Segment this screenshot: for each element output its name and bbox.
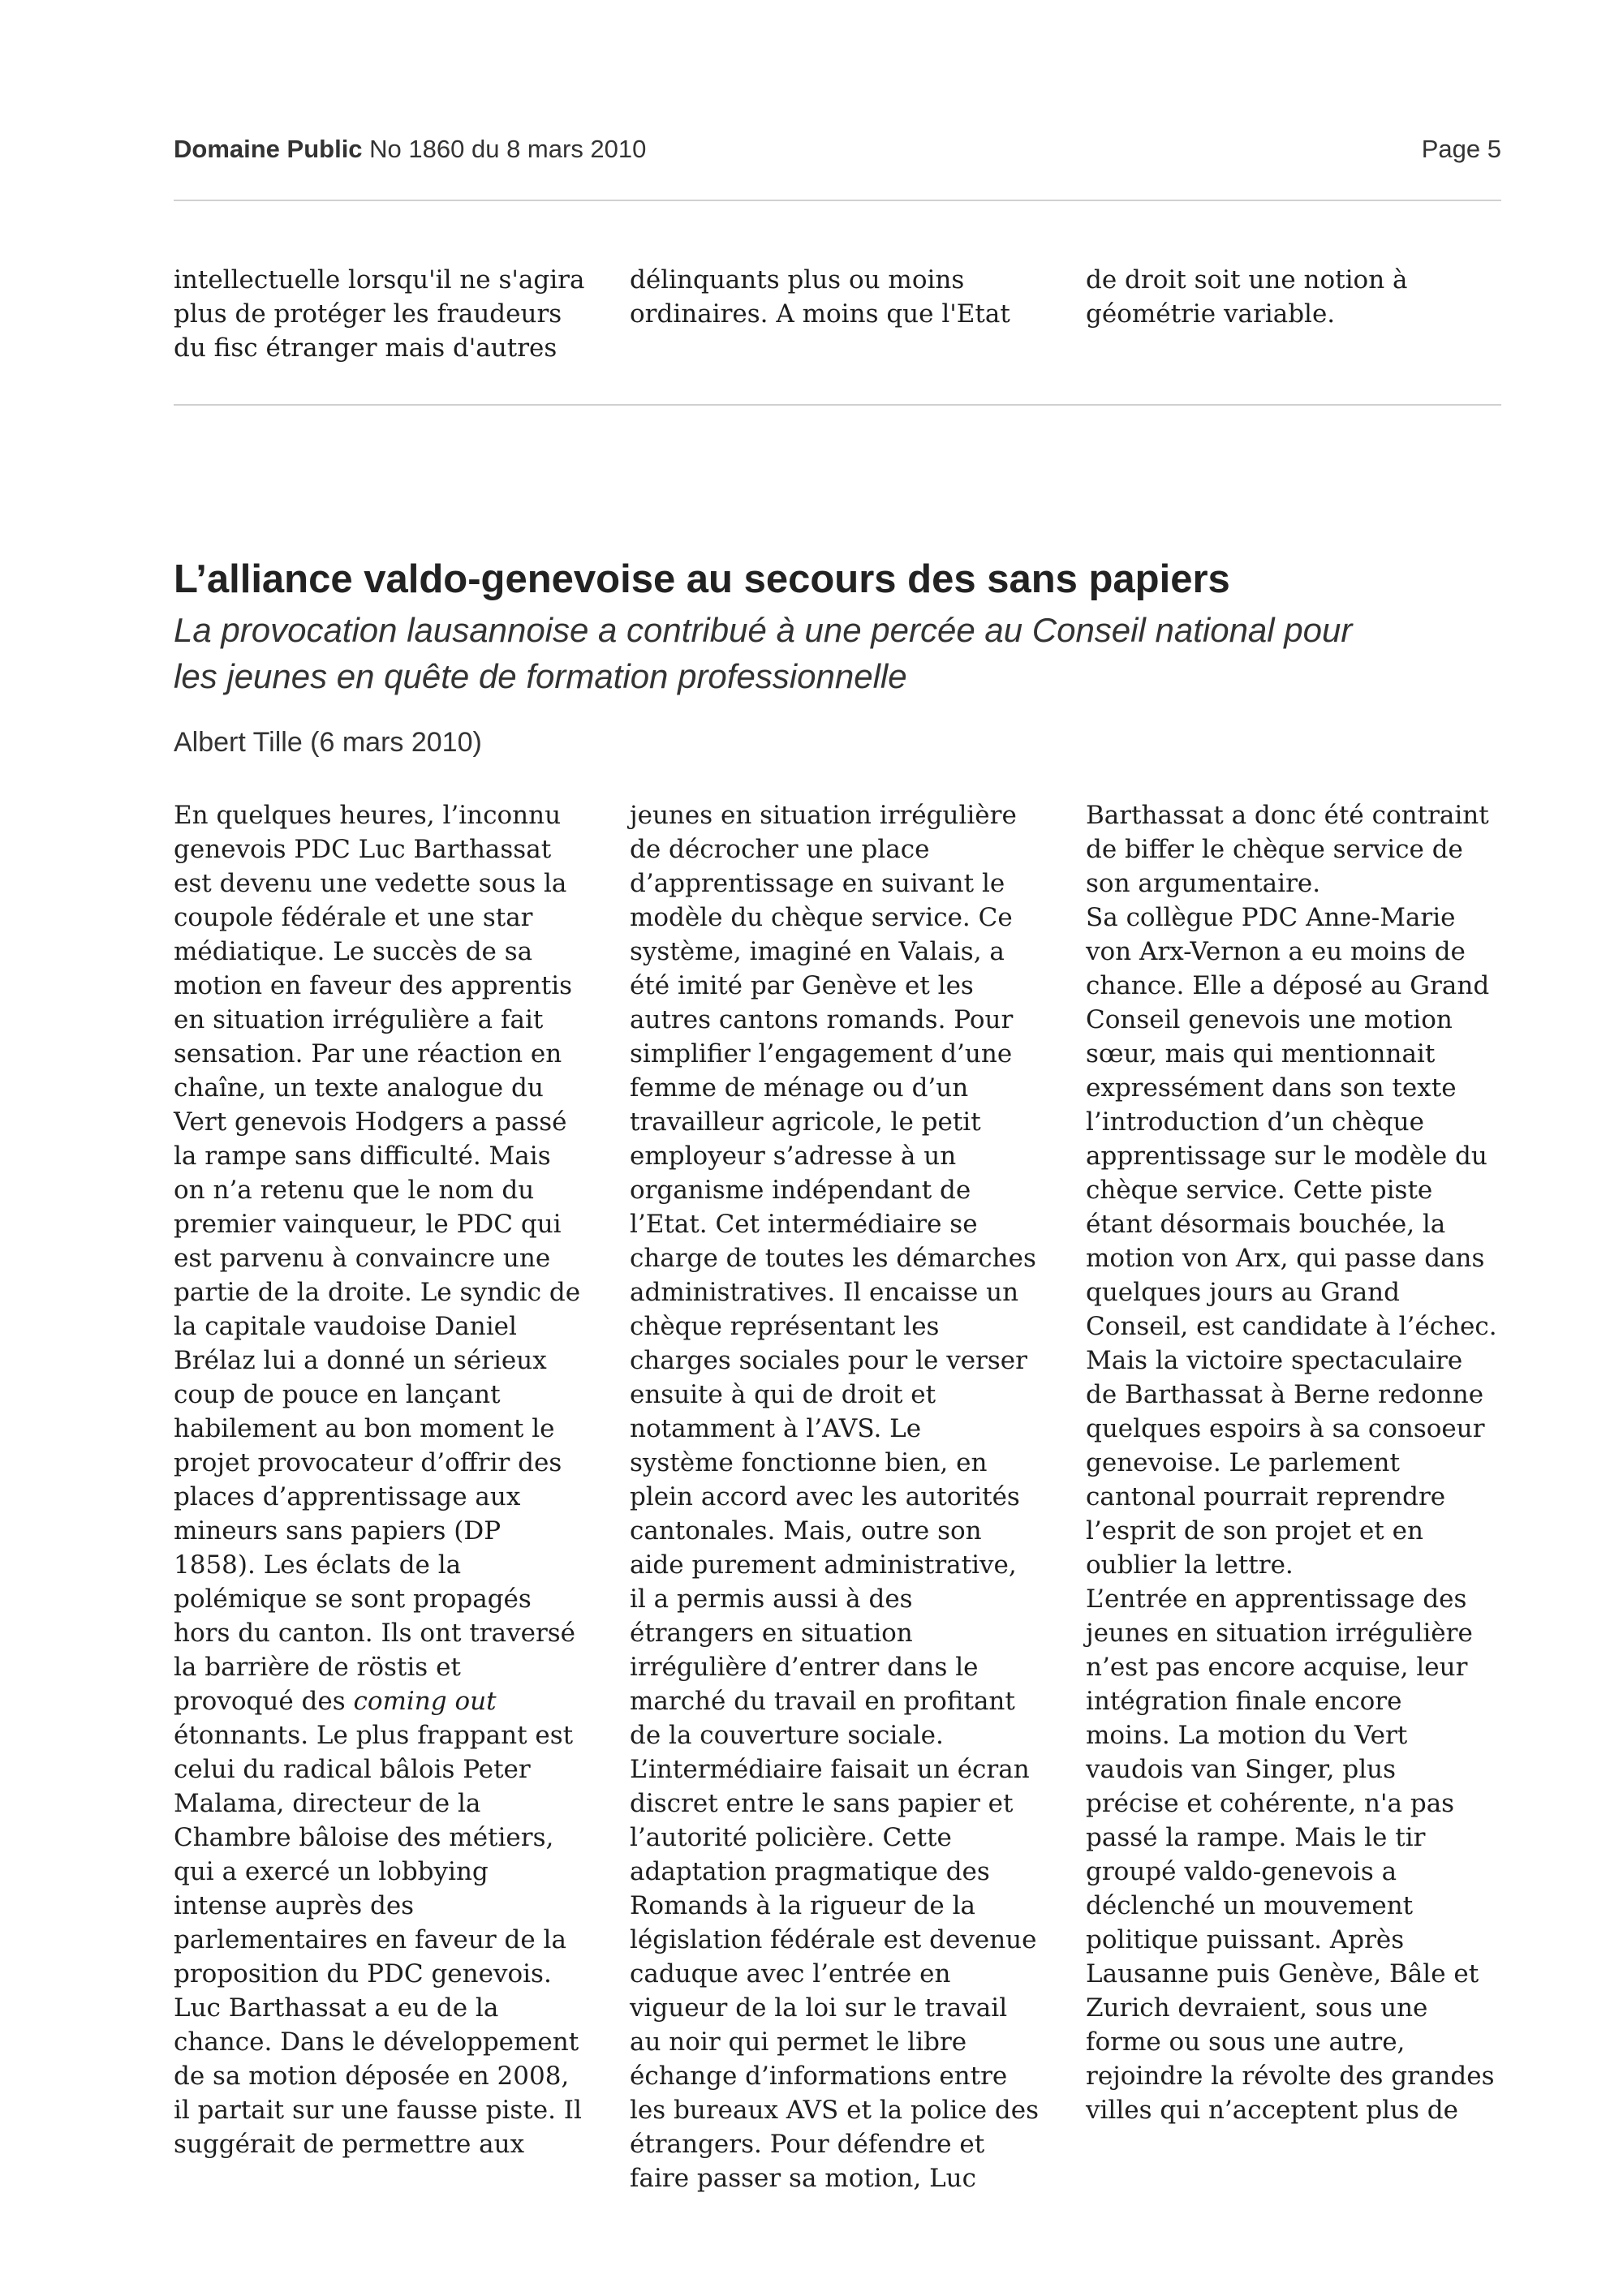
text-line: Romands à la rigueur de la — [630, 1891, 976, 1920]
text-line: quelques jours au Grand — [1086, 1278, 1400, 1307]
text-line: discret entre le sans papier et — [630, 1789, 1014, 1818]
text-line: organisme indépendant de — [630, 1176, 971, 1205]
text-line: Malama, directeur de la — [174, 1789, 481, 1818]
prev-article-column-3 — [1086, 263, 1508, 331]
text-line: employeur s’adresse à un — [630, 1142, 957, 1171]
article-divider — [174, 404, 1501, 406]
text-line: chance. Elle a déposé au Grand — [1086, 971, 1490, 1000]
text-line: politique puissant. Après — [1086, 1925, 1405, 1954]
text-line: son argumentaire. — [1086, 869, 1321, 898]
text-line: étrangers. Pour défendre et — [630, 2130, 985, 2159]
text-line: suggérait de permettre aux — [174, 2130, 525, 2159]
text-line: En quelques heures, l’inconnu — [174, 801, 562, 830]
text-line: Luc Barthassat a eu de la — [174, 1993, 499, 2023]
text-line: premier vainqueur, le PDC qui — [174, 1210, 562, 1239]
text-line: sœur, mais qui mentionnait — [1086, 1039, 1436, 1068]
article-column-3 — [1086, 798, 1508, 2127]
text-line: marché du travail en profitant — [630, 1687, 1015, 1716]
text-line: intégration finale encore — [1086, 1687, 1402, 1716]
text-line: habilement au bon moment le — [174, 1414, 555, 1443]
subtitle-line: La provocation lausannoise a contribué à une percée au Conseil national pour — [174, 611, 1353, 649]
text-line: Barthassat a donc été contraint — [1086, 801, 1489, 830]
subtitle-line: les jeunes en quête de formation professionnelle — [174, 657, 907, 695]
text-line: précise et cohérente, n'a pas — [1086, 1789, 1455, 1818]
text-line: cantonales. Mais, outre son — [630, 1516, 982, 1546]
text-line: passé la rampe. Mais le tir — [1086, 1823, 1426, 1852]
text-line: Lausanne puis Genève, Bâle et — [1086, 1959, 1479, 1989]
text-line: étonnants. Le plus frappant est — [174, 1721, 574, 1750]
text-line: en situation irrégulière a fait — [174, 1005, 544, 1034]
text-line: sensation. Par une réaction en — [174, 1039, 562, 1068]
text-line: chaîne, un texte analogue du — [174, 1073, 544, 1103]
text-line: autres cantons romands. Pour — [630, 1005, 1014, 1034]
text-line: Zurich devraient, sous une — [1086, 1993, 1428, 2023]
text-line: motion en faveur des apprentis — [174, 971, 573, 1000]
text-line: administratives. Il encaisse un — [630, 1278, 1019, 1307]
text-line: du fisc étranger mais d'autres — [174, 333, 558, 363]
text-line: on n’a retenu que le nom du — [174, 1176, 535, 1205]
text-line: la barrière de röstis et — [174, 1653, 461, 1682]
article-column-2 — [630, 798, 1052, 2195]
text-line: intellectuelle lorsqu'il ne s'agira — [174, 265, 585, 295]
text-line: législation fédérale est devenue — [630, 1925, 1037, 1954]
text-line: Brélaz lui a donné un sérieux — [174, 1346, 547, 1375]
text-line: places d’apprentissage aux — [174, 1482, 521, 1511]
text-line: polémique se sont propagés — [174, 1584, 532, 1614]
text-line: expressément dans son texte — [1086, 1073, 1457, 1103]
text-line: plein accord avec les autorités — [630, 1482, 1020, 1511]
publication-name: Domaine Public — [174, 135, 363, 163]
text-line: de sa motion déposée en 2008, — [174, 2062, 570, 2091]
text-line: quelques espoirs à sa consoeur — [1086, 1414, 1485, 1443]
article-column-1 — [174, 798, 596, 2161]
text-line: genevoise. Le parlement — [1086, 1448, 1400, 1477]
text-line: modèle du chèque service. Ce — [630, 903, 1013, 932]
text-line: plus de protéger les fraudeurs — [174, 299, 562, 329]
text-line: les bureaux AVS et la police des — [630, 2096, 1040, 2125]
text-line: échange d’informations entre — [630, 2062, 1008, 2091]
text-line: la rampe sans difficulté. Mais — [174, 1142, 551, 1171]
text-line: de la couverture sociale. — [630, 1721, 944, 1750]
text-line: apprentissage sur le modèle du — [1086, 1142, 1487, 1171]
text-line: étant désormais bouchée, la — [1086, 1210, 1446, 1239]
text-line: jeunes en situation irrégulière — [1086, 1619, 1473, 1648]
text-line: adaptation pragmatique des — [630, 1857, 990, 1886]
text-line: travailleur agricole, le petit — [630, 1107, 981, 1137]
text-line: forme ou sous une autre, — [1086, 2027, 1406, 2057]
text-line: d’apprentissage en suivant le — [630, 869, 1005, 898]
text-line: charge de toutes les démarches — [630, 1244, 1036, 1273]
text-line: de biffer le chèque service de — [1086, 835, 1463, 864]
text-line: hors du canton. Ils ont traversé — [174, 1619, 576, 1648]
text-line: l’autorité policière. Cette — [630, 1823, 952, 1852]
text-line: l’Etat. Cet intermédiaire se — [630, 1210, 978, 1239]
emphasis: coming out — [353, 1687, 497, 1716]
page-number: Page 5 — [1421, 135, 1501, 163]
text-line: au noir qui permet le libre — [630, 2027, 967, 2057]
text-line: vigueur de la loi sur le travail — [630, 1993, 1008, 2023]
text-line: médiatique. Le succès de sa — [174, 937, 533, 966]
text-line: ordinaires. A moins que l'Etat — [630, 299, 1010, 329]
article-byline: Albert Tille (6 mars 2010) — [174, 727, 482, 758]
text-line: chèque représentant les — [630, 1312, 940, 1341]
text-line: il partait sur une fausse piste. Il — [174, 2096, 582, 2125]
text-line: déclenché un mouvement — [1086, 1891, 1414, 1920]
text-line: faire passer sa motion, Luc — [630, 2164, 976, 2193]
text-line: Conseil genevois une motion — [1086, 1005, 1453, 1034]
text-line: Conseil, est candidate à l’échec. — [1086, 1312, 1497, 1341]
text-line: coup de pouce en lançant — [174, 1380, 501, 1409]
text-line: mineurs sans papiers (DP — [174, 1516, 502, 1546]
text-line: groupé valdo-genevois a — [1086, 1857, 1397, 1886]
page-header — [174, 135, 1501, 167]
text-line: proposition du PDC genevois. — [174, 1959, 552, 1989]
issue-info: No 1860 du 8 mars 2010 — [369, 135, 647, 163]
text-line: l’introduction d’un chèque — [1086, 1107, 1424, 1137]
text-line: il a permis aussi à des — [630, 1584, 913, 1614]
text-line: motion von Arx, qui passe dans — [1086, 1244, 1485, 1273]
text-line: charges sociales pour le verser — [630, 1346, 1027, 1375]
text-line: l’esprit de son projet et en — [1086, 1516, 1423, 1546]
text-line: système, imaginé en Valais, a — [630, 937, 1005, 966]
text-line: chèque service. Cette piste — [1086, 1176, 1433, 1205]
header-divider — [174, 200, 1501, 201]
text-line: de Barthassat à Berne redonne — [1086, 1380, 1484, 1409]
text-line: n’est pas encore acquise, leur — [1086, 1653, 1468, 1682]
article-subtitle — [174, 607, 1521, 699]
text-line: simplifier l’engagement d’une — [630, 1039, 1013, 1068]
article-title: L’alliance valdo-genevoise au secours des sans papiers — [174, 557, 1230, 601]
text-line: genevois PDC Luc Barthassat — [174, 835, 552, 864]
text-line: ensuite à qui de droit et — [630, 1380, 936, 1409]
text-line: rejoindre la révolte des grandes — [1086, 2062, 1495, 2091]
text-line: parlementaires en faveur de la — [174, 1925, 566, 1954]
text-line: celui du radical bâlois Peter — [174, 1755, 531, 1784]
text-line: été imité par Genève et les — [630, 971, 974, 1000]
text-line: coupole fédérale et une star — [174, 903, 533, 932]
text-line: 1858). Les éclats de la — [174, 1550, 462, 1580]
prev-article-column-1 — [174, 263, 596, 365]
text-line: Sa collègue PDC Anne-Marie — [1086, 903, 1456, 932]
text-line: irrégulière d’entrer dans le — [630, 1653, 979, 1682]
text-line: projet provocateur d’offrir des — [174, 1448, 562, 1477]
text-line: partie de la droite. Le syndic de — [174, 1278, 581, 1307]
text-line: moins. La motion du Vert — [1086, 1721, 1408, 1750]
text-line: provoqué des coming out — [174, 1687, 497, 1716]
text-line: Vert genevois Hodgers a passé — [174, 1107, 567, 1137]
text-line: délinquants plus ou moins — [630, 265, 965, 295]
text-line: L’entrée en apprentissage des — [1086, 1584, 1467, 1614]
text-line: jeunes en situation irrégulière — [630, 801, 1017, 830]
text-line: la capitale vaudoise Daniel — [174, 1312, 517, 1341]
text-line: de droit soit une notion à — [1086, 265, 1408, 295]
text-line: cantonal pourrait reprendre — [1086, 1482, 1446, 1511]
text-line: géométrie variable. — [1086, 299, 1336, 329]
text-line: système fonctionne bien, en — [630, 1448, 988, 1477]
text-line: qui a exercé un lobbying — [174, 1857, 489, 1886]
text-line: notamment à l’AVS. Le — [630, 1414, 922, 1443]
text-line: étrangers en situation — [630, 1619, 913, 1648]
text-line: villes qui n’acceptent plus de — [1086, 2096, 1458, 2125]
text-line: de décrocher une place — [630, 835, 930, 864]
text-line: intense auprès des — [174, 1891, 415, 1920]
text-line: Mais la victoire spectaculaire — [1086, 1346, 1463, 1375]
text-line: est devenu une vedette sous la — [174, 869, 567, 898]
text-line: aide purement administrative, — [630, 1550, 1017, 1580]
text-line: caduque avec l’entrée en — [630, 1959, 951, 1989]
prev-article-column-2 — [630, 263, 1052, 331]
text-line: Chambre bâloise des métiers, — [174, 1823, 554, 1852]
text-line: vaudois van Singer, plus — [1086, 1755, 1397, 1784]
text-line: L’intermédiaire faisait un écran — [630, 1755, 1030, 1784]
text-line: est parvenu à convaincre une — [174, 1244, 551, 1273]
text-line: oublier la lettre. — [1086, 1550, 1294, 1580]
text-line: chance. Dans le développement — [174, 2027, 579, 2057]
text-line: femme de ménage ou d’un — [630, 1073, 969, 1103]
text-line: von Arx-Vernon a eu moins de — [1086, 937, 1466, 966]
